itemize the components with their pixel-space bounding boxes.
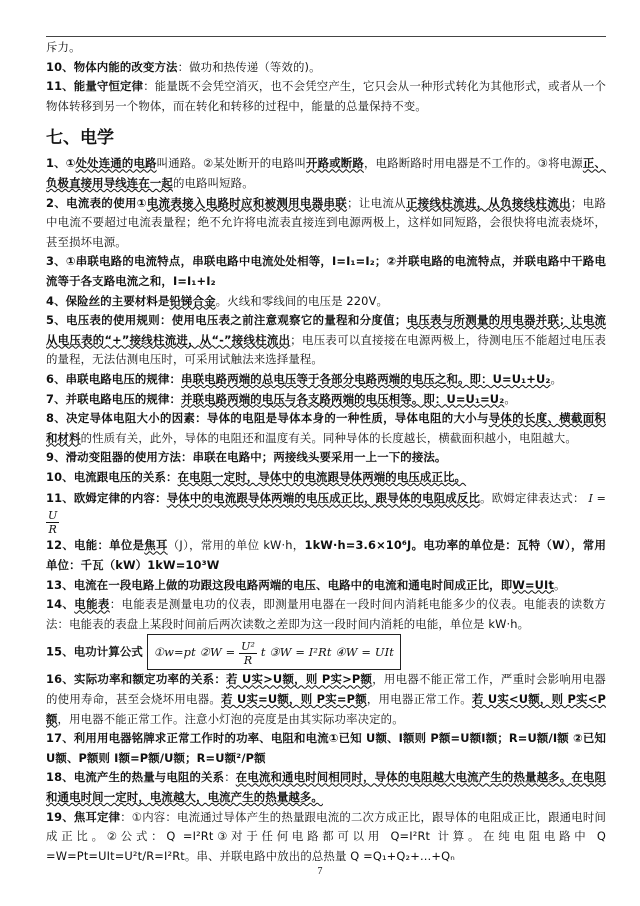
item-10: 10、物体内能的改变方法：做功和热传递（等效的)。: [46, 59, 321, 74]
work-formula-box: ①w=pt ②W = $\frac{\text{U²}}{R}$ t ③W = I²Rt ④W = UIt: [147, 634, 401, 670]
work-fraction: $\frac{\text{U²}}{R}$: [241, 639, 256, 667]
elec-item-17: 17、利用用电器铭牌求正常工作时的功率、电阻和电流①已知 U额、I额则 P额=U额I额；R=U额/I额 ②已知 U额、P额则 I额=P额/U额；R=U额²/P额: [46, 731, 606, 765]
elec-item-12: 12、电能：单位是焦耳（J），常用的单位 kW·h，1kW·h=3.6×10⁶J。电功率的单位是：瓦特（W），常用单位：千瓦（kW）1kW=10³W: [46, 538, 606, 573]
elec-item-18: 18、电流产生的热量与电阻的关系：在电流和通电时间相同时，导体的电阻越大电流产生的热量越多。在电阻和通电时间一定时，电流越大，电流产生的热量越多。: [46, 770, 606, 804]
elec-item-9: 9、滑动变阻器的使用方法：串联在电路中；两接线头要采用一上一下的接法。: [46, 450, 447, 465]
continued-text: 斥力。: [46, 40, 81, 54]
elec-item-10: 10、电流跟电压的关系：在电阻一定时，导体中的电流跟导体两端的电压成正比。: [46, 469, 467, 484]
elec-item-5: 5、电压表的使用规则：使用电压表之前注意观察它的量程和分度值；电压表与所测量的用电器并联；让电流从电压表的“+”接线柱流进，从“-”接线柱流出；电压表可以直接接在电源两极上，待测电压不能超过电压表的量程，无法估测电压时，可采用试触法来选择量程。: [46, 313, 607, 367]
page-number: 7: [317, 866, 323, 877]
elec-item-1: 1、①处处连通的电路叫通路。②某处断开的电路叫开路或断路，电路断路时用电器是不工作的。③将电源正、负极直接用导线连在一起的电路叫短路。: [46, 156, 606, 190]
ohm-formula: I =: [588, 492, 606, 506]
elec-item-19: 19、焦耳定律：①内容：电流通过导体产生的热量跟电流的二次方成正比，跟导体的电阻成正比，跟通电时间成正比。②公式：Q =I²Rt③对于任何电路都可以用 Q=I²Rt 计算。在纯电阻电路中 Q =W=Pt=UIt=U²t/R=I²Rt。串、并联电路中放出的总热量 Q =Q₁+Q₂+…+Qₙ: [46, 809, 606, 863]
elec-item-7: 7、并联电路电压的规律：并联电路两端的电压与各支路两端的电压相等。即：U=U₁=U₂。: [46, 391, 516, 406]
elec-item-11: 11、欧姆定律的内容：导体中的电流跟导体两端的电压成正比，跟导体的电阻成反比。欧姆定律表达式： I = $\frac{U}{R}$: [46, 491, 606, 537]
elec-item-13: 13、电流在一段电路上做的功跟这段电路两端的电压、电路中的电流和通电时间成正比，即W=UIt。: [46, 577, 566, 592]
elec-item-16: 16、实际功率和额定功率的关系：若 U实>U额，则 P实>P额，用电器不能正常工作，严重时会影响用电器的使用寿命，甚至会烧坏用电器。若 U实=U额，则 P实=P额，用电器正常工作。若 U实<U额，则 P实<P额，用电器不能正常工作。注意小灯泡的亮度是由其实际功率决定的。: [46, 672, 606, 726]
elec-item-2: 2、电流表的使用①电流表接入电路时应和被测用电器串联；让电流从正接线柱流进，从负接线柱流出；电路中电流不要超过电流表量程；绝不允许将电流表直接连到电源两极上，这样如同短路，会很快将电流表烧坏，甚至损坏电源。: [46, 195, 606, 249]
elec-item-8: 8、决定导体电阻大小的因素：导体的电阻是导体本身的一种性质，导体电阻的大小与导体的长度、横截面积和材料的性质有关，此外，导体的电阻还和温度有关。同种导体的长度越长，横截面积越小，电阻越大。: [46, 411, 606, 445]
elec-item-3: 3、①串联电路的电流特点，串联电路中电流处处相等，I=I₁=I₂；②并联电路的电流特点，并联电路中干路电流等于各支路电流之和，I=I₁+I₂: [46, 254, 606, 288]
elec-item-6: 6、串联电路电压的规律：串联电路两端的总电压等于各部分电路两端的电压之和。即：U=U₁+U₂。: [46, 371, 563, 386]
elec-item-4: 4、保险丝的主要材料是铅锑合金。火线和零线间的电压是 220V。: [46, 293, 389, 308]
elec-item-14: 14、电能表：电能表是测量电功的仪表，即测量用电器在一段时间内消耗电能多少的仪表。电能表的读数方法：电能表的表盘上某段时间前后两次读数之差即为这一段时间内消耗的电能，单位是 kW·h。: [46, 597, 606, 631]
document-page: [46, 0, 606, 866]
item-11: 11、能量守恒定律：能量既不会凭空消灭，也不会凭空产生，它只会从一种形式转化为其他形式，或者从一个物体转移到另一个物体，而在转化和转移的过程中，能量的总量保持不变。: [46, 79, 606, 113]
elec-item-15: 15、电功计算公式 ①w=pt ②W = $\frac{\text{U²}}{R}$ t ③W = I²Rt ④W = UIt: [46, 634, 606, 670]
section-title: 七、电学: [46, 128, 114, 149]
ohm-fraction: $\frac{U}{R}$: [48, 509, 58, 537]
